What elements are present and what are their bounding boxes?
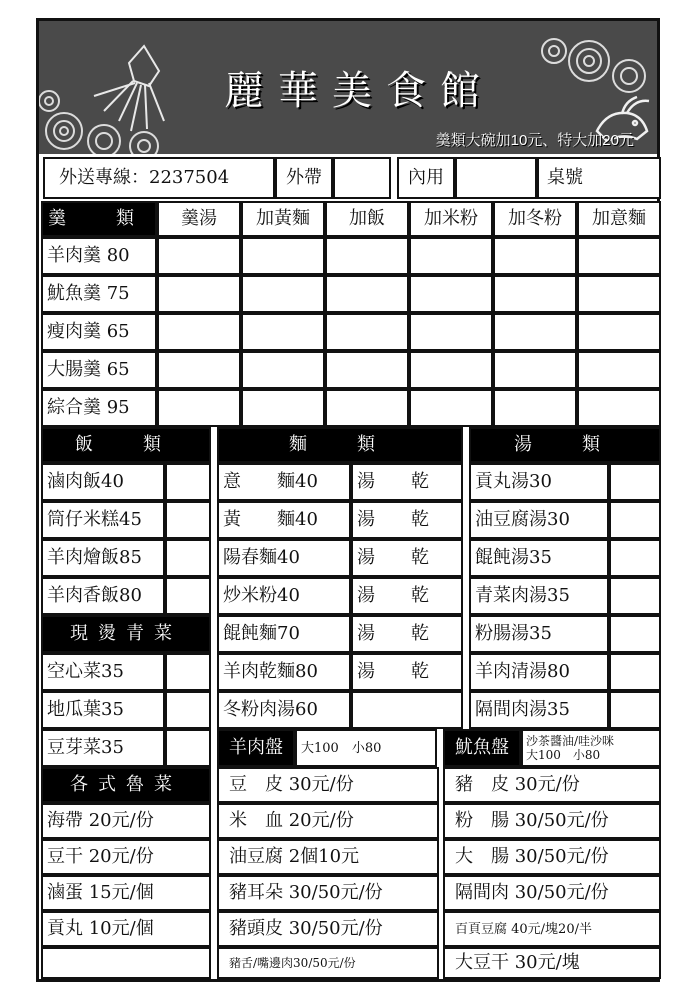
order-qty-cell[interactable] — [409, 237, 493, 275]
soup-item: 餛飩湯35 — [469, 539, 609, 577]
order-qty-cell[interactable] — [577, 389, 661, 427]
order-qty-cell[interactable] — [609, 501, 661, 539]
order-qty-cell[interactable] — [325, 313, 409, 351]
order-qty-cell[interactable] — [493, 351, 577, 389]
soup-item: 羊肉清湯80 — [469, 653, 609, 691]
rice-item: 滷肉飯40 — [41, 463, 165, 501]
order-qty-cell[interactable] — [241, 237, 325, 275]
order-qty-cell[interactable] — [609, 539, 661, 577]
order-qty-cell[interactable] — [325, 351, 409, 389]
order-qty-cell[interactable] — [325, 275, 409, 313]
braised-item: 米 血 20元/份 — [217, 803, 439, 839]
braised-item: 豬舌/嘴邊肉30/50元/份 — [217, 947, 439, 979]
takeout-label: 外帶 — [275, 157, 333, 199]
order-qty-cell[interactable] — [493, 275, 577, 313]
soup-item: 粉腸湯35 — [469, 615, 609, 653]
geng-option-header: 加黃麵 — [241, 201, 325, 237]
order-qty-cell[interactable] — [325, 389, 409, 427]
braised-item: 粉 腸 30/50元/份 — [443, 803, 661, 839]
geng-option-header: 加飯 — [325, 201, 409, 237]
blank-cell — [41, 947, 211, 979]
noodle-style-options[interactable]: 湯 乾 — [351, 577, 463, 615]
menu-order-sheet — [36, 18, 660, 982]
squid-plate-label: 魷魚盤 — [443, 729, 521, 767]
takeout-checkbox[interactable] — [333, 157, 391, 199]
restaurant-title: 麗華美食館 — [224, 68, 494, 114]
noodle-style-options[interactable]: 湯 乾 — [351, 501, 463, 539]
braised-item: 海帶 20元/份 — [41, 803, 211, 839]
geng-option-header: 加意麵 — [577, 201, 661, 237]
geng-item: 綜合羹 95 — [41, 389, 157, 427]
geng-item: 魷魚羹 75 — [41, 275, 157, 313]
order-qty-cell[interactable] — [577, 237, 661, 275]
cloud-swirl-left-icon — [39, 81, 189, 154]
noodle-style-options[interactable]: 湯 乾 — [351, 539, 463, 577]
order-qty-cell[interactable] — [409, 351, 493, 389]
noodle-item: 黃 麵40 — [217, 501, 351, 539]
veg-section-label: 現燙青菜 — [41, 615, 211, 653]
braised-item: 豬 皮 30元/份 — [443, 767, 661, 803]
braised-item: 隔間肉 30/50元/份 — [443, 875, 661, 911]
order-qty-cell[interactable] — [157, 351, 241, 389]
rice-section-label: 飯 類 — [41, 427, 211, 463]
noodle-item: 陽春麵40 — [217, 539, 351, 577]
order-qty-cell[interactable] — [493, 313, 577, 351]
order-qty-cell[interactable] — [165, 653, 211, 691]
order-qty-cell[interactable] — [609, 653, 661, 691]
rice-item: 筒仔米糕45 — [41, 501, 165, 539]
order-qty-cell[interactable] — [409, 275, 493, 313]
dine-in-checkbox[interactable] — [455, 157, 537, 199]
soup-item: 隔間肉湯35 — [469, 691, 609, 729]
order-qty-cell[interactable] — [241, 275, 325, 313]
noodle-style-options[interactable]: 湯 乾 — [351, 463, 463, 501]
order-qty-cell[interactable] — [241, 389, 325, 427]
braised-item: 豬耳朵 30/50元/份 — [217, 875, 439, 911]
order-qty-cell[interactable] — [409, 313, 493, 351]
size-upcharge-note: 羹類大碗加10元、特大加20元 — [435, 132, 634, 149]
noodle-item: 餛飩麵70 — [217, 615, 351, 653]
geng-item: 大腸羹 65 — [41, 351, 157, 389]
order-qty-cell[interactable] — [609, 463, 661, 501]
order-qty-cell[interactable] — [609, 577, 661, 615]
rice-item: 羊肉燴飯85 — [41, 539, 165, 577]
order-qty-cell[interactable] — [493, 389, 577, 427]
lamb-plate-label: 羊肉盤 — [217, 729, 295, 767]
geng-item: 瘦肉羹 65 — [41, 313, 157, 351]
noodle-item: 炒米粉40 — [217, 577, 351, 615]
squid-plate-flavors: 沙茶醬油/哇沙咪 — [526, 734, 615, 748]
order-qty-cell[interactable] — [165, 691, 211, 729]
braised-item: 貢丸 10元/個 — [41, 911, 211, 947]
noodle-style-options[interactable]: 湯 乾 — [351, 653, 463, 691]
veg-item: 豆芽菜35 — [41, 729, 165, 767]
order-qty-cell[interactable] — [577, 313, 661, 351]
veg-item: 地瓜葉35 — [41, 691, 165, 729]
geng-option-header: 加冬粉 — [493, 201, 577, 237]
rice-item: 羊肉香飯80 — [41, 577, 165, 615]
braised-item: 滷蛋 15元/個 — [41, 875, 211, 911]
order-qty-cell[interactable] — [609, 615, 661, 653]
braised-item: 大豆干 30元/塊 — [443, 947, 661, 979]
order-qty-cell[interactable] — [165, 539, 211, 577]
noodle-item: 羊肉乾麵80 — [217, 653, 351, 691]
soup-item: 貢丸湯30 — [469, 463, 609, 501]
braised-item: 豆干 20元/份 — [41, 839, 211, 875]
braised-item: 油豆腐 2個10元 — [217, 839, 439, 875]
soup-item: 油豆腐湯30 — [469, 501, 609, 539]
soup-item: 青菜肉湯35 — [469, 577, 609, 615]
order-qty-cell[interactable] — [577, 275, 661, 313]
veg-item: 空心菜35 — [41, 653, 165, 691]
geng-option-header: 加米粉 — [409, 201, 493, 237]
order-qty-cell[interactable] — [165, 729, 211, 767]
geng-item: 羊肉羹 80 — [41, 237, 157, 275]
table-number-field[interactable]: 桌號 — [537, 157, 661, 199]
dine-in-label: 內用 — [397, 157, 455, 199]
noodle-style-options[interactable]: 湯 乾 — [351, 615, 463, 653]
braised-item: 豆 皮 30元/份 — [217, 767, 439, 803]
order-qty-cell[interactable] — [157, 313, 241, 351]
braised-section-label: 各式魯菜 — [41, 767, 211, 803]
noodle-item: 冬粉肉湯60 — [217, 691, 351, 729]
order-qty-cell[interactable] — [165, 577, 211, 615]
soup-section-label: 湯 類 — [469, 427, 661, 463]
noodle-section-label: 麵 類 — [217, 427, 463, 463]
braised-item: 豬頭皮 30/50元/份 — [217, 911, 439, 947]
order-qty-cell[interactable] — [241, 313, 325, 351]
lamb-plate-price[interactable]: 大100 小80 — [295, 729, 437, 767]
squid-plate-options[interactable] — [521, 729, 661, 767]
order-qty-cell[interactable] — [351, 691, 463, 729]
braised-item: 大 腸 30/50元/份 — [443, 839, 661, 875]
geng-option-header: 羹湯 — [157, 201, 241, 237]
squid-plate-price: 大100 小80 — [526, 748, 601, 762]
order-qty-cell[interactable] — [409, 389, 493, 427]
menu-banner — [39, 21, 657, 154]
order-qty-cell[interactable] — [577, 351, 661, 389]
geng-section-label: 羹 類 — [41, 201, 157, 237]
braised-item: 百頁豆腐 40元/塊20/半 — [443, 911, 661, 947]
order-qty-cell[interactable] — [157, 237, 241, 275]
order-qty-cell[interactable] — [157, 275, 241, 313]
order-qty-cell[interactable] — [165, 501, 211, 539]
order-qty-cell[interactable] — [325, 237, 409, 275]
order-qty-cell[interactable] — [609, 691, 661, 729]
order-qty-cell[interactable] — [157, 389, 241, 427]
order-qty-cell[interactable] — [493, 237, 577, 275]
order-qty-cell[interactable] — [241, 351, 325, 389]
noodle-item: 意 麵40 — [217, 463, 351, 501]
delivery-hotline: 外送專線：2237504 — [43, 157, 275, 199]
order-qty-cell[interactable] — [165, 463, 211, 501]
